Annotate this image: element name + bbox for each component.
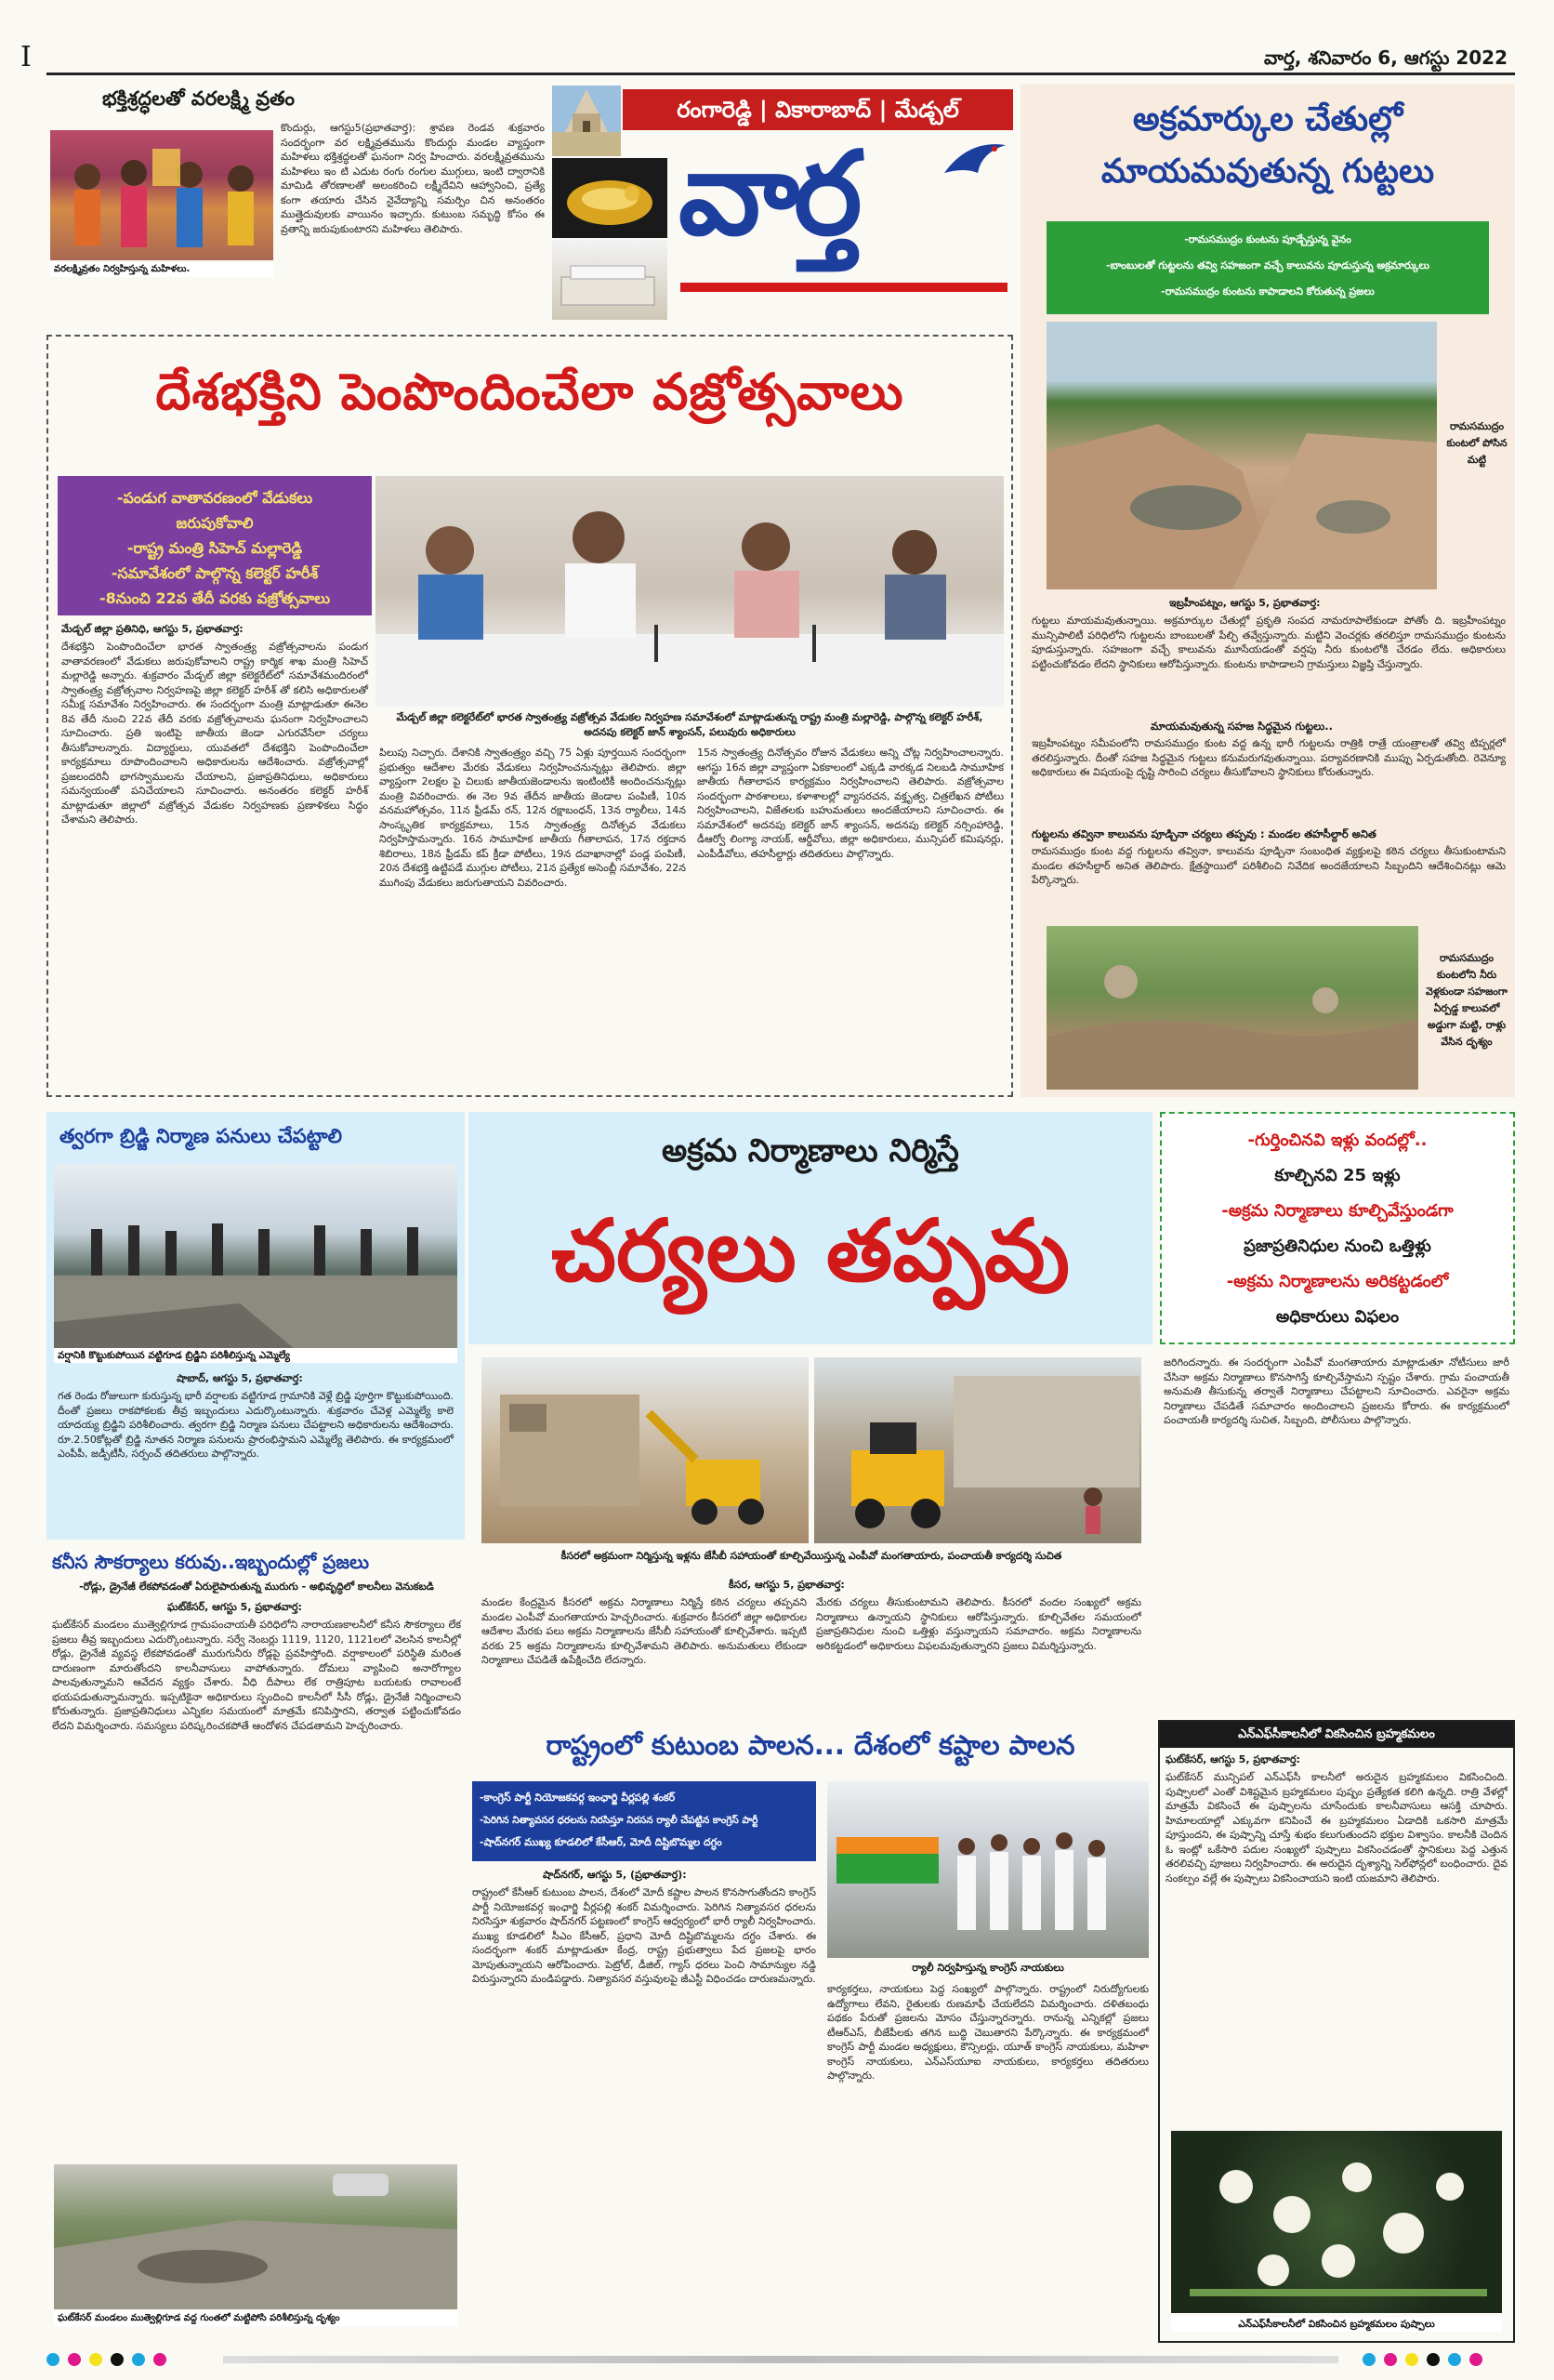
- bridge-photo: [54, 1164, 457, 1359]
- cyan-dot: [1448, 2353, 1461, 2366]
- bridge-headline: త్వరగా బ్రిడ్జి నిర్మాణ పనులు చేపట్టాలి: [59, 1125, 343, 1147]
- brahma-headline: ఎన్ఎఫ్‌సీకాలనీలో వికసించిన బ్రహ్మకమలం: [1160, 1722, 1513, 1748]
- bridge-caption: వర్షానికి కొట్టుకుపోయిన వట్టిగూడ బ్రిడ్జిని పరిశీలిస్తున్న ఎమ్మెల్యే: [54, 1348, 457, 1363]
- facilities-subhead: -రోడ్లు, డ్రైనేజీ లేకపోవడంతో ఏరులైపారుతున్న మురుగు - అభివృద్ధిలో కాలనీలు వెనుకబడి: [79, 1580, 434, 1593]
- demolition-body-left: మండల కేంద్రమైన కీసరలో అక్రమ నిర్మాణాలు నిర్మిస్తే కఠిన చర్యలు తప్పవని మండల ఎంపీవో మంగతాయారు హెచ్చరించారు. శుక్రవారం కీసరలో జిల్లా అధికారుల ఆదేశాల మేరకు పలు అక్రమ నిర్మాణాలను జేసీబీ సహాయంతో కూల్చివేశారు. ఇప్పటి వరకు 25 అక్రమ నిర్మాణాలను కూల్చివేశామని తెలిపారు. అనుమతులు లేకుండా నిర్మాణాలు చేపడితే ఉపేక్షించేది లేదన్నారు.: [481, 1596, 810, 1666]
- hills-bullet: -రామసముద్రం కుంటను పూడ్చేస్తున్న వైనం: [1184, 233, 1351, 245]
- congress-story: [468, 1720, 1152, 2343]
- vajrotsavam-col-3: 15న స్వాతంత్ర్య దినోత్సవం రోజున వేడుకలు అన్ని చోట్ల నిర్వహించాలన్నారు. ఆగస్టు 16న జిల్లా వ్యాప్తంగా ఏకకాలంలో ఎక్కడి వారక్కడ నిలబడి సామూహిక జాతీయ గీతాలాపన కార్యక్రమం నిర్వహించాలని తెలిపారు. వజ్రోత్సవాల సందర్భంగా పాఠశాలలు, కళాశాలల్లో వ్యాసరచన, వక్తృత్వ, చిత్రలేఖన పోటీలు నిర్వహించాలని, విజేతలకు బహుమతులు అందజేయాలని సూచించారు. ఈ సమావేశంలో అదనపు కలెక్టర్ జాన్ శ్యాంసన్, అదనపు కలెక్టర్ నర్సింహారెడ్డి, డీఆర్వో లింగ్యా నాయక్, ఆర్డీవోలు, జిల్లా అధికారులు, మున్సిపల్ కమిషనర్లు, ఎంపీడీవోలు, తహసీల్దార్లు తదితరులు పాల్గొన్నారు.: [697, 747, 1007, 860]
- hills-headline-2: మాయమవుతున్న గుట్టలు: [1100, 152, 1435, 191]
- hills-body-3: రామసముద్రం కుంట వద్ద గుట్టలను తవ్వినా, కాలువను పూడ్చినా సంబంధిత వ్యక్తులపై కఠిన చర్యలు తీసుకుంటామని మండల తహసీల్దార్ అనిత తెలిపారు. క్షేత్రస్థాయిలో పరిశీలించి నివేదిక అందజేయాలని సిబ్బందిని ఆదేశించినట్లు ఆమె పేర్కొన్నారు.: [1032, 845, 1509, 886]
- bridge-body: గత రెండు రోజులుగా కురుస్తున్న భారీ వర్షాలకు వట్టిగూడ గ్రామానికి వెళ్లే బ్రిడ్జి పూర్తిగా కొట్టుకుపోయింది. దీంతో ప్రజలు రాకపోకలకు తీవ్ర ఇబ్బందులు ఎదుర్కొంటున్నారు. శుక్రవారం చేవెళ్ల ఎమ్మెల్యే కాలె యాదయ్య బ్రిడ్జిని పరిశీలించారు. త్వరగా బ్రిడ్జి నిర్మాణ పనులు చేపట్టాలని అధికారులను ఆదేశించారు. రూ.2.50కోట్లతో బ్రిడ్జి నూతన నిర్మాణ పనులను ప్రారంభిస్తామని ఎమ్మెల్యే తెలిపారు. ఈ కార్యక్రమంలో ఎంపీపీ, జడ్పీటీసీ, సర్పంచ్ తదితరులు పాల్గొన్నారు.: [58, 1390, 457, 1460]
- dateline: వార్త, శనివారం 6, ఆగస్టు 2022: [1263, 46, 1508, 69]
- temple-photo: [552, 86, 621, 156]
- hills-body-1: గుట్టలు మాయమవుతున్నాయి. అక్రమార్కుల చేతుల్లో ప్రకృతి సంపద నామరూపాలేకుండా పోతోం ది. ఇబ్రహీంపట్నం మున్సిపాలిటీ పరిధిలోని గుట్టలను బాంబులతో పేల్చి తవ్వేస్తున్నారు. మట్టిని వెంచర్లకు తరలిస్తూ రామసముద్రం కుంటను పూడుస్తున్నారు. సహజంగా వచ్చే కాలువను మూసేయడంతో వర్షపు నీరు కుంటలోకి చేరడం లేదు. అధికారులు పట్టించుకోవడం లేదని స్థానికులు ఆరోపిస్తున్నారు. కుంటను కాపాడాలని గ్రామస్తులు విజ్ఞప్తి చేస్తున్నారు.: [1032, 615, 1509, 670]
- hills-subhead-2: గుట్టలను తవ్వినా కాలువను పూడ్చినా చర్యలు తప్పవు : మండల తహసీల్దార్ అనిత: [1032, 827, 1376, 840]
- congress-bullets-box: [472, 1781, 816, 1861]
- broken-bridge-illustration: [54, 1164, 457, 1359]
- demolition-body-mid: మేరకు చర్యలు తీసుకుంటామని తెలిపారు. కీసరలో వందల సంఖ్యలో అక్రమ నిర్మాణాలు ఉన్నాయని స్థానికులు ఆరోపిస్తున్నారు. కూల్చివేతల సమయంలో ప్రజాప్రతినిధుల నుంచి ఒత్తిళ్లు వస్తున్నాయని సమాచారం. అక్రమ నిర్మాణాలను అరికట్టడంలో అధికారులు విఫలమవుతున్నారని ప్రజలు విమర్శిస్తున్నారు.: [816, 1596, 1145, 1652]
- cyan-dot: [46, 2353, 59, 2366]
- black-dot: [111, 2353, 124, 2366]
- magenta-dot: [1469, 2353, 1482, 2366]
- brahma-body: ఘట్‌కేసర్ మున్సిపల్ ఎన్ఎఫ్‌సీ కాలనీలో అరుదైన బ్రహ్మకమలం వికసించింది. పుష్పాలలో ఎంతో విశిష్టమైన బ్రహ్మకమలం పుష్పం ప్రత్యేకత కలిగి ఉన్నది. రాత్రి వేళల్లో మాత్రమే వికసించే ఈ పుష్పాలను చూసేందుకు కాలనీవాసులు ఆసక్తి చూపారు. హిమాలయాల్లో ఎక్కువగా కనిపించే ఈ బ్రహ్మకమలం ఏడాదికి ఒకసారి మాత్రమే పూస్తుందని, ఈ పుష్పాన్ని చూస్తే శుభం కలుగుతుందని భక్తుల విశ్వాసం. కాలనీకి చెందిన ఓ ఇంట్లో ఒకేసారి పదుల సంఖ్యలో పుష్పాలు వికసించడంతో స్థానికులు పెద్ద ఎత్తున తరలివచ్చి పూజలు నిర్వహించారు. ఈ అరుదైన దృశ్యాన్ని సెల్‌ఫోన్లలో బంధించారు. దైవ సంకల్పం వల్లే ఈ పుష్పాలు వికసించాయని ఇంటి యజమాని తెలిపారు.: [1166, 1771, 1511, 1884]
- congress-body-left: రాష్ట్రంలో కేసీఆర్ కుటుంబ పాలన, దేశంలో మోదీ కష్టాల పాలన కొనసాగుతోందని కాంగ్రెస్ పార్టీ నియోజకవర్గ ఇంఛార్జి వీర్లపల్లి శంకర్ విమర్శించారు. పెరిగిన నిత్యావసర ధరలను నిరసిస్తూ శుక్రవారం షాద్‌నగర్ పట్టణంలో కాంగ్రెస్ ఆధ్వర్యంలో భారీ ర్యాలీ నిర్వహించారు. ముఖ్య కూడలిలో సీఎం కేసీఆర్, ప్రధాని మోదీ దిష్టిబొమ్మలను దగ్ధం చేశారు. ఈ సందర్భంగా శంకర్ మాట్లాడుతూ కేంద్ర, రాష్ట్ర ప్రభుత్వాలు పేద ప్రజలపై భారం మోపుతున్నాయని ఆరోపించారు. పెట్రోల్, డీజిల్, గ్యాస్ ధరలు పెంచి సామాన్యుల నడ్డి విరుస్తున్నారని మండిపడ్డారు. నిత్యావసర వస్తువులపై జీఎస్టీ విధించడం దారుణమన్నారు.: [472, 1886, 820, 1985]
- region-banner: రంగారెడ్డి | వికారాబాద్ | మేడ్చల్: [623, 89, 1013, 130]
- officials-meeting-illustration: [375, 476, 1004, 707]
- hills-body-2: ఇబ్రహీంపట్నం సమీపంలోని రామసముద్రం కుంట వద్ద ఉన్న భారీ గుట్టలను రాత్రికి రాత్రే యంత్రాలతో తవ్వి టిప్పర్లలో తరలిస్తున్నారు. దీంతో సహజ సిద్ధమైన గుట్టలు కనుమరుగవుతున్నాయి. పర్యావరణానికి ముప్పు ఏర్పడుతోంది. రెవెన్యూ అధికారులు ఈ విషయంపై దృష్టి సారించి చర్యలు తీసుకోవాలని స్థానికులు కోరుతున్నారు.: [1032, 737, 1509, 778]
- deity-icon: [552, 158, 667, 238]
- varalakshmi-body: కొందుర్గు, ఆగస్టు5(ప్రభాతవార్త): శ్రావణ రెండవ శుక్రవారం సందర్భంగా వర లక్ష్మివ్రతమును కొందుర్గు మండల వ్యాప్తంగా మహిళలు భక్తిశ్రద్ధలతో ఘనంగా నిర్వ హించారు. వరలక్ష్మీవ్రతమును మహిళలు ఇం టి ఎదుట రంగు రంగుల ముగ్గులు, ఇంటి ద్వారానికి మామిడి తోరణాలతో అలంకరించి లక్ష్మీదేవిని ఆహ్వానించి, ప్రత్యే కంగా తయారు చేసిన నైవేద్యాన్ని సమర్పిం చిన అనంతరం ముత్తైదువులకు వాయినం ఇచ్చారు. కుటుంబ సమృద్ధి కోసం ఈ వ్రతాన్ని జరుపుకుంటారని మహిళలు తెలిపారు.: [281, 122, 548, 235]
- hills-dateline: ఇబ్రహీంపట్నం, ఆగస్టు 5, ప్రభాతవార్త:: [1169, 597, 1321, 609]
- facilities-story: [46, 1543, 465, 2343]
- congress-dateline: షాద్‌నగర్, ఆగస్టు 5, (ప్రభాతవార్త):: [543, 1869, 687, 1881]
- varalakshmi-photo: [50, 130, 273, 260]
- yellow-dot: [1405, 2353, 1418, 2366]
- varalakshmi-headline: భక్తిశ్రద్ధలతో వరలక్ష్మి వ్రతం: [102, 87, 296, 110]
- hills-photo-2-caption: రామసముద్రం కుంటలోని నీరు వెళ్లకుండా సహజంగా ఏర్పడ్డ కాలువలో అడ్డుగా మట్టి, రాళ్లు వేసిన దృశ్యం: [1426, 952, 1508, 1048]
- vajrotsavam-bullet: -రాష్ట్ర మంత్రి సిహెచ్ మల్లారెడ్డి: [126, 539, 303, 557]
- hills-subhead-1: మాయమవుతున్న సహజ సిద్ధమైన గుట్టలు..: [1151, 720, 1333, 733]
- demolition-sidebar: [1160, 1112, 1515, 1344]
- hills-bullets-box: [1047, 221, 1489, 314]
- logo-underline: [680, 283, 1007, 292]
- bird-logo-icon: [941, 136, 1009, 188]
- black-dot: [1427, 2353, 1440, 2366]
- congress-body-mid: కార్యకర్తలు, నాయకులు పెద్ద సంఖ్యలో పాల్గొన్నారు. రాష్ట్రంలో నిరుద్యోగులకు ఉద్యోగాలు లేవని, రైతులకు రుణమాఫీ చేయలేదని విమర్శించారు. దళితబంధు పథకం పేరుతో ప్రజలను మోసం చేస్తున్నారన్నారు. రానున్న ఎన్నికల్లో ప్రజలు టీఆర్ఎస్, బీజేపీలకు తగిన బుద్ధి చెబుతారని పేర్కొన్నారు. ఈ కార్యక్రమంలో కాంగ్రెస్ పార్టీ మండల అధ్యక్షులు, కౌన్సిలర్లు, యూత్ కాంగ్రెస్ నాయకులు, మహిళా కాంగ్రెస్ నాయకులు, ఎన్ఎస్‌యూఐ నాయకులు, కార్యకర్తలు తదితరులు పాల్గొన్నారు.: [827, 1983, 1152, 2082]
- demolition-photo-caption: కీసరలో అక్రమంగా నిర్మిస్తున్న ఇళ్లను జేసీబీ సహాయంతో కూల్చివేయిస్తున్న ఎంపీవో మంగతాయారు, పంచాయతీ కార్యదర్శి సుచిత: [560, 1550, 1062, 1562]
- congress-bullet: -షాద్‌నగర్ ముఖ్య కూడలిలో కేసీఆర్, మోదీ దిష్టిబొమ్మల దగ్ధం: [480, 1836, 722, 1848]
- yellow-dot: [89, 2353, 102, 2366]
- demolition-sidebar-line: కూల్చినవి 25 ఇళ్లు: [1274, 1166, 1401, 1185]
- reservoir-icon: [552, 240, 667, 320]
- congress-bullet: -పెరిగిన నిత్యావసర ధరలను నిరసిస్తూ నిరసన ర్యాలీ చేపట్టిన కాంగ్రెస్ పార్టీ: [480, 1815, 758, 1826]
- cyan-dot: [1363, 2353, 1376, 2366]
- bridge-dateline: షాబాద్, ఆగస్టు 5, ప్రభాతవార్త:: [177, 1372, 303, 1384]
- vajrotsavam-bullet: -సమావేశంలో పాల్గొన్న కలెక్టర్ హరీశ్: [111, 564, 319, 582]
- vajrotsavam-bullet: జరుపుకోవాలి: [176, 514, 254, 532]
- congress-bullet: -కాంగ్రెస్ పార్టీ నియోజకవర్గ ఇంఛార్జి వీర్లపల్లి శంకర్: [480, 1792, 676, 1804]
- vajrotsavam-bullets-box: [58, 476, 372, 615]
- demolition-sidebar-line: ప్రజాప్రతినిధుల నుంచి ఒత్తిళ్లు: [1244, 1236, 1431, 1256]
- demolition-photo-2: [814, 1357, 1141, 1543]
- hills-photo: [1047, 322, 1437, 589]
- vajrotsavam-bullet: -పండుగ వాతావరణంలో వేడుకలు: [116, 489, 313, 507]
- registration-marks-right: [1363, 2352, 1486, 2370]
- brahma-kamalam-flowers: [1171, 2131, 1502, 2313]
- vajrotsavam-col-1: దేశభక్తిని పెంపొందించేలా భారత స్వాతంత్ర్య వజ్రోత్సవాలను పండుగ వాతావరణంలో వేడుకలు జరుపుకోవాలని రాష్ట్ర కార్మిక శాఖ మంత్రి సిహెచ్ మల్లారెడ్డి అన్నారు. శుక్రవారం మేడ్చల్ జిల్లా కలెక్టరేట్‌లో సమావేశమందిరంలో స్వాతంత్ర్య వజ్రోత్సవాల నిర్వహణపై జిల్లా కలెక్టర్ హరీశ్ తో కలిసి అధికారులతో సమీక్ష సమావేశం నిర్వహించారు. ఈ సందర్భంగా మంత్రి మాట్లాడుతూ ఈనెల 8వ తేదీ నుంచి 22వ తేదీ వరకు వజ్రోత్సవాలను ఘనంగా నిర్వహించాలని సూచించారు. ప్రతి ఇంటిపై జాతీయ జెండా ఎగురవేసేలా చర్యలు తీసుకోవాలన్నారు. విద్యార్థులు, యువతలో దేశభక్తిని పెంపొందించేలా కార్యక్రమాలు రూపొందించాలని అధికారులను ఆదేశించారు. వజ్రోత్సవాల్లో ప్రజలందరినీ భాగస్వాములను చేయాలని, ప్రజాప్రతినిధులు, అధికారులు సమన్వయంతో పనిచేయాలని సూచించారు. అనంతరం కలెక్టర్ హరీశ్ మాట్లాడుతూ జిల్లాలో వజ్రోత్సవ వేడుకల నిర్వహణకు ప్రణాళికలు సిద్ధం చేశామని తెలిపారు.: [61, 641, 372, 826]
- hills-photo-2: [1047, 926, 1418, 1090]
- vajrotsavam-headline: దేశభక్తిని పెంపొందించేలా వజ్రోత్సవాలు: [155, 363, 904, 421]
- demolition-headline: చర్యలు తప్పవు: [551, 1201, 1070, 1301]
- demolition-sidebar-line: అధికారులు విఫలం: [1275, 1307, 1400, 1327]
- deity-photo: [552, 158, 667, 238]
- meeting-photo: [375, 476, 1004, 707]
- vajrotsavam-dateline: మేడ్చల్ జిల్లా ప్రతినిధి, ఆగస్టు 5, ప్రభాతవార్త:: [61, 623, 244, 635]
- demolition-dateline: కీసర, ఆగస్టు 5, ప్రభాతవార్త:: [729, 1579, 845, 1591]
- masthead: [550, 84, 1013, 327]
- reservoir-photo: [552, 240, 667, 320]
- bridge-story: [46, 1112, 465, 1540]
- demolition-sidebar-line: -గుర్తించినవి ఇళ్లు వందల్లో..: [1247, 1130, 1428, 1150]
- jcb-site-illustration: [814, 1357, 1141, 1543]
- demolition-kicker: అక్రమ నిర్మాణాలు నిర్మిస్తే: [662, 1132, 959, 1170]
- jcb-demolition-illustration: [481, 1357, 809, 1543]
- brahma-dateline: ఘట్‌కేసర్, ఆగస్టు 5, ప్రభాతవార్త:: [1166, 1753, 1300, 1765]
- vajrotsavam-col-2: పిలుపు నిచ్చారు. దేశానికి స్వాతంత్ర్యం వచ్చి 75 ఏళ్లు పూర్తయిన సందర్భంగా ప్రభుత్వం ఆదేశాల మేరకు వేడుకలు నిర్వహించనున్నట్లు తెలిపారు. జిల్లా వ్యాప్తంగా 2లక్షల పై చిలుకు జాతీయజెండాలను ఇంటింటికీ అందించనున్నట్లు మంత్రి వివరించారు. ఈ నెల 9వ తేదీన జాతీయ జెండాల పంపిణీ, 10న వనమహోత్సవం, 11న ఫ్రీడమ్ రన్, 12న రక్షాబంధన్, 13న ర్యాలీలు, 14న సాంస్కృతిక కార్యక్రమాలు, 15న స్వాతంత్ర్య దినోత్సవ వేడుకలు నిర్వహిస్తామన్నారు. 16న సామూహిక జాతీయ గీతాలాపన, 17న రక్తదాన శిబిరాలు, 18న ఫ్రీడమ్ కప్ క్రీడా పోటీలు, 19న దవాఖానాల్లో పండ్ల పంపిణీ, 20న దేశభక్తి ఉట్టిపడే ముగ్గుల పోటీలు, 21న ప్రత్యేక అసెంబ్లీ సమావేశం, 22న ముగింపు వేడుకలు జరుగుతాయని వివరించారు.: [379, 747, 690, 889]
- cyan-dot: [132, 2353, 145, 2366]
- hills-bullet: -రామసముద్రం కుంటను కాపాడాలని కోరుతున్న ప్రజలు: [1161, 285, 1375, 298]
- magenta-dot: [1384, 2353, 1397, 2366]
- congress-headline: రాష్ట్రంలో కుటుంబ పాలన... దేశంలో కష్టాల పాలన: [546, 1729, 1075, 1761]
- hills-photo-caption: రామసముద్రం కుంటలో పోసిన మట్టి: [1446, 420, 1508, 466]
- magenta-dot: [68, 2353, 81, 2366]
- women-worship-illustration: [50, 130, 273, 260]
- brahma-caption: ఎన్ఎఫ్‌సీకాలనీలో వికసించిన బ్రహ్మకమలం పుష్పాలు: [1171, 2317, 1502, 2332]
- registration-bar: [223, 2356, 1338, 2363]
- varalakshmi-story: [46, 82, 548, 325]
- vajrotsavam-bullet: -8నుంచి 22వ తేదీ వరకు వజ్రోత్సవాలు: [99, 589, 330, 607]
- header-rule: [46, 73, 1515, 75]
- brahma-photo: [1171, 2131, 1502, 2313]
- meeting-photo-caption: మేడ్చల్ జిల్లా కలెక్టరేట్‌లో భారత స్వాతంత్ర్య వజ్రోత్సవ వేడుకల నిర్వహణ సమావేశంలో మాట్లాడుతున్న రాష్ట్ర మంత్రి మల్లారెడ్డి, పాల్గొన్న కలెక్టర్ హరీశ్, అదనపు కలెక్టర్ జాన్ శ్యాంసన్, పలువురు అధికారులు: [396, 711, 983, 738]
- damaged-road-illustration: [54, 2164, 457, 2309]
- facilities-headline: కనీస సౌకర్యాలు కరువు..ఇబ్బందుల్లో ప్రజలు: [52, 1551, 370, 1573]
- brahma-story: [1158, 1720, 1515, 2343]
- varalakshmi-caption: వరలక్ష్మివ్రతం నిర్వహిస్తున్న మహిళలు.: [50, 262, 273, 277]
- registration-marks-left: [46, 2352, 170, 2370]
- demolition-sidebar-line: -అక్రమ నిర్మాణాలు కూల్చివేస్తుండగా: [1221, 1201, 1454, 1221]
- congress-rally-photo: [827, 1781, 1149, 1958]
- hills-headline-1: అక్రమార్కుల చేతుల్లో: [1132, 100, 1403, 139]
- demolition-body-right: జరిగిందన్నారు. ఈ సందర్భంగా ఎంపీవో మంగతాయారు మాట్లాడుతూ నోటీసులు జారీ చేసినా అక్రమ నిర్మాణాలు కొనసాగిస్తే కూల్చివేస్తామని స్పష్టం చేశారు. గ్రామ పంచాయతీ అనుమతి తీసుకున్న తర్వాతే నిర్మాణాలు చేపట్టాలని సూచించారు. ఎవరైనా అక్రమ నిర్మాణాలు చేపడితే సమాచారం అందించాలని ప్రజలను కోరారు. ఈ కార్యక్రమంలో పంచాయతీ కార్యదర్శి సుచిత, సిబ్బంది, పోలీసులు పాల్గొన్నారు.: [1164, 1356, 1513, 1426]
- magenta-dot: [153, 2353, 166, 2366]
- facilities-photo: [54, 2164, 457, 2309]
- congress-photo-caption: ర్యాలీ నిర్వహిస్తున్న కాంగ్రెస్ నాయకులు: [912, 1962, 1064, 1974]
- blocked-canal-illustration: [1047, 926, 1418, 1090]
- vajrotsavam-story: [46, 335, 1013, 1097]
- logo: వార్త: [678, 126, 857, 261]
- demolition-sidebar-line: -అక్రమ నిర్మాణాలను అరికట్టడంలో: [1226, 1272, 1449, 1291]
- rally-illustration: [827, 1781, 1149, 1958]
- demolition-story: [468, 1112, 1515, 1707]
- page-number: I: [20, 41, 32, 73]
- facilities-caption: ఘట్‌కేసర్ మండలం ముత్వెల్లిగూడ వద్ద గుంతలో మట్టిపోసి పరిశీలిస్తున్న దృశ్యం: [54, 2311, 457, 2326]
- facilities-dateline: ఘట్‌కేసర్, ఆగస్టు 5, ప్రభాతవార్త:: [167, 1601, 302, 1613]
- mud-dump-illustration: [1047, 322, 1437, 589]
- demolition-photo-1: [481, 1357, 809, 1543]
- hills-bullet: -బాంబులతో గుట్టలను తవ్వి సహజంగా వచ్చే కాలువను పూడుస్తున్న అక్రమార్కులు: [1106, 259, 1429, 271]
- temple-icon: [552, 86, 621, 156]
- facilities-body: ఘట్‌కేసర్ మండలం ముత్వెల్లిగూడ గ్రామపంచాయతీ పరిధిలోని నారాయణకాలనీలో కనీస సౌకర్యాలు లేక ప్రజలు తీవ్ర ఇబ్బందులు ఎదుర్కొంటున్నారు. సర్వే నెంబర్లు 1119, 1120, 1121లలో వెలసిన కాలనీల్లో రోడ్లు, డ్రైనేజీ వ్యవస్థ లేకపోవడంతో మురుగునీరు రోడ్లపై ప్రవహిస్తోంది. వర్షాకాలంలో పరిస్థితి మరింత దారుణంగా మారుతోందని కాలనీవాసులు వాపోతున్నారు. దోమలు వ్యాపించి అనారోగ్యాల పాలవుతున్నామని ఆవేదన వ్యక్తం చేశారు. వీధి దీపాలు లేక రాత్రిపూట బయటకు రావాలంటే భయపడుతున్నామన్నారు. ఇప్పటికైనా అధికారులు స్పందించి కాలనీలో సీసీ రోడ్లు, డ్రైనేజీ నిర్మించాలని కోరుతున్నారు. ప్రజాప్రతినిధులు ఎన్నికల సమయంలో మాత్రమే కనిపిస్తారని, తర్వాత పట్టించుకోవడం లేదని విమర్శించారు. సమస్యలు పరిష్కరించకపోతే ఆందోళన చేపడతామని హెచ్చరించారు.: [52, 1619, 465, 1732]
- hills-story: [1021, 84, 1515, 1097]
